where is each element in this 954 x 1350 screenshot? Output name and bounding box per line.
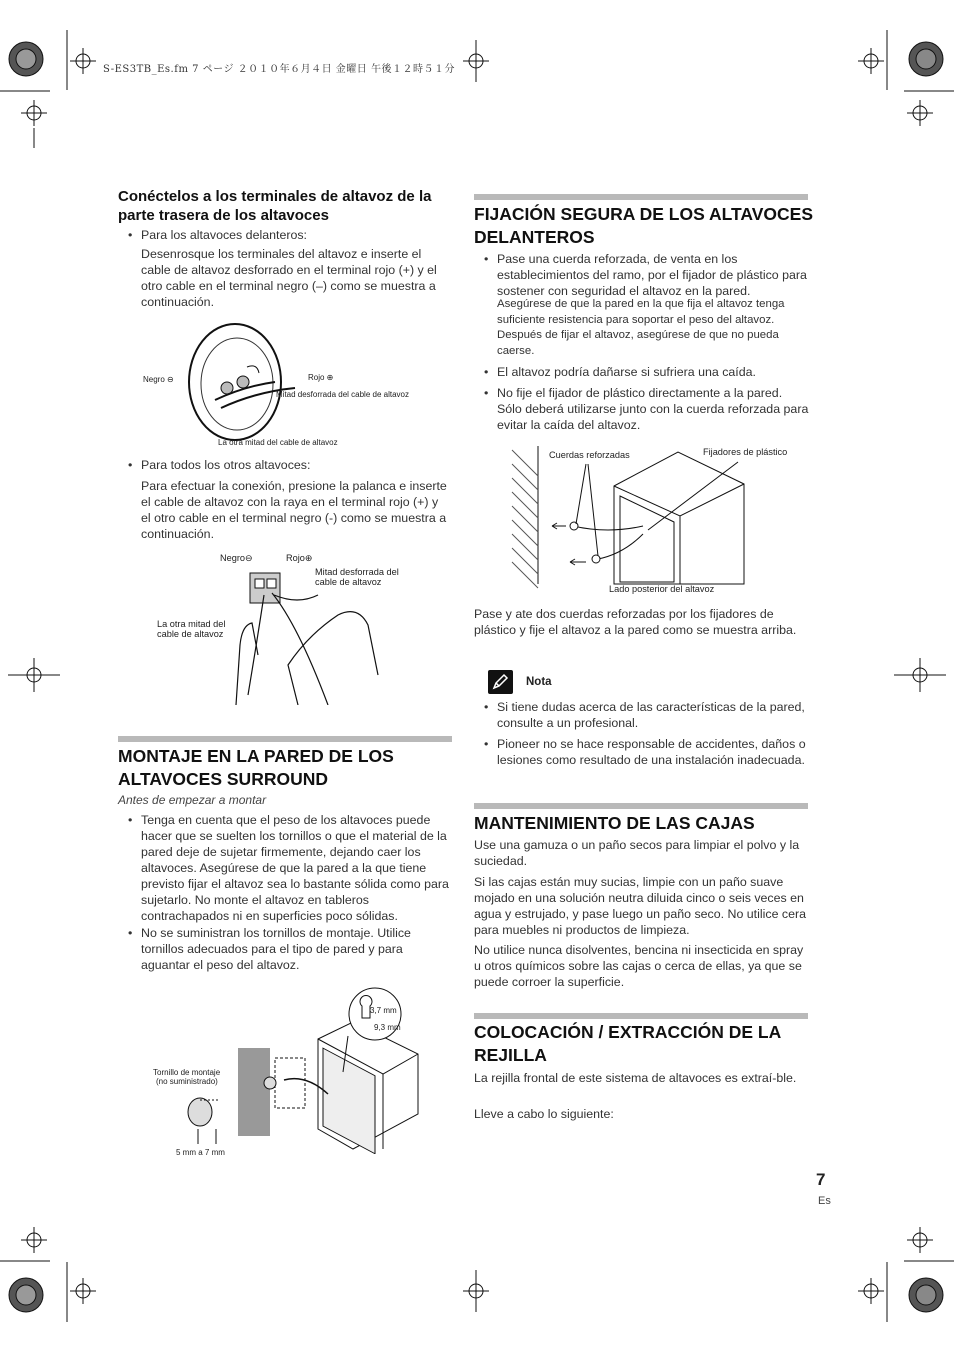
fig2-otra-label-2: cable de altavoz <box>157 629 224 639</box>
fig3-d1: 3,7 mm <box>370 1006 397 1015</box>
section-divider <box>118 736 452 742</box>
fig2-otra-label-1: La otra mitad del <box>157 619 226 629</box>
note-pencil-icon <box>488 670 513 694</box>
fig1-otra-label: La otra mitad del cable de altavoz <box>218 438 338 447</box>
grille-p1: La rejilla frontal de este sistema de altavoces es extraí-ble. <box>474 1071 797 1085</box>
note-label: Nota <box>526 676 552 688</box>
fig4-lado: Lado posterior del altavoz <box>609 584 715 594</box>
fig1-negro-label: Negro ⊖ <box>143 375 174 384</box>
fig1-rojo-label: Rojo ⊕ <box>308 373 334 382</box>
grille-p2: Lleve a cabo lo siguiente: <box>474 1107 614 1121</box>
language-code: Es <box>818 1195 831 1207</box>
fig2-negro-label: Negro⊖ <box>220 553 253 563</box>
fig1-mitad-label: Mitad desforrada del cable de altavoz <box>276 390 409 399</box>
front-text: Desenrosque los terminales del altavoz e inserte el cable de altavoz desforrado en el terminal rojo (+) y el otro cable en el terminal negro (–) como se muestra a continuación. <box>141 247 437 309</box>
fix-bullet-3: • No fije el fijador de plástico directamente a la pared. Sólo deberá utilizarse junto con la cuerda reforzada para evitar la caída del altavoz. <box>497 385 809 433</box>
fig4-cuerdas: Cuerdas reforzadas <box>549 450 630 460</box>
grille-heading: COLOCACIÓN / EXTRACCIÓN DE LA REJILLA <box>474 1022 781 1065</box>
note-bullet-2: • Pioneer no se hace responsable de accidentes, daños o lesiones como resultado de una instalación inadecuada. <box>497 736 809 768</box>
fig3-tornillo-2: (no suministrado) <box>156 1077 218 1086</box>
note-bullet-1: • Si tiene dudas acerca de las características de la pared, consulte a un profesional. <box>497 699 809 731</box>
front-bullet: • Para los altavoces delanteros: <box>141 227 451 243</box>
fig3-tornillo-1: Tornillo de montaje <box>153 1068 221 1077</box>
fig2-mitad-label-1: Mitad desforrada del <box>315 567 399 577</box>
wall-bullet-1: • Tenga en cuenta que el peso de los altavoces puede hacer que se suelten los tornillos o que el material de la pared deje de sujetar firmemente, dejando caer los altavoces. Asegúrese de que la pared a la que tiene previsto fijar el altavoz sea lo bastante sólida como para sujetarlo. No monte el altavoz en tableros contrachapados ni en superficies poco sólidas. <box>141 812 453 924</box>
section-divider <box>474 194 808 200</box>
section-divider <box>474 803 808 809</box>
before-label: Antes de empezar a montar <box>118 793 267 807</box>
maint-heading: MANTENIMIENTO DE LAS CAJAS <box>474 813 755 833</box>
fix-text: Pase y ate dos cuerdas reforzadas por los fijadores de plástico y fije el altavoz a la pared como se muestra arriba. <box>474 607 797 637</box>
fix-heading: FIJACIÓN SEGURA DE LOS ALTAVOCES DELANTEROS <box>474 204 814 247</box>
figure-secured-speaker <box>508 444 808 594</box>
figure-front-terminal <box>185 322 385 452</box>
fig2-mitad-label-2: cable de altavoz <box>315 577 382 587</box>
connect-heading: Conéctelos a los terminales de altavoz de la parte trasera de los altavoces <box>118 188 432 224</box>
fig4-fijadores: Fijadores de plástico <box>703 447 788 457</box>
maint-p3: No utilice nunca disolventes, bencina ni insecticida en spray u otros químicos sobre las cajas o cerca de ellas, ya que se puede corroer la superficie. <box>474 943 804 989</box>
fix-bullet-1-note: Asegúrese de que la pared en la que fija el altavoz tenga suficiente resistencia para soportar el peso del altavoz. Después de fijar el altavoz, asegúrese de que no pueda caerse. <box>497 298 785 357</box>
fix-bullet-1: • Pase una cuerda reforzada, de venta en los establecimientos del ramo, por el fijador de plástico para sostener con seguridad el altavoz en la pared. <box>497 251 809 299</box>
section-divider <box>474 1013 808 1019</box>
page-number: 7 <box>816 1170 826 1189</box>
others-bullet: • Para todos los otros altavoces: <box>141 457 451 473</box>
maint-p2: Si las cajas están muy sucias, limpie con un paño suave mojado en una solución neutra diluida cinco o seis veces en agua y estrujado, y pase luego un paño seco. No utilice cera para muebles ni productos de limpieza. <box>474 875 807 937</box>
others-text: Para efectuar la conexión, presione la palanca e inserte el cable de altavoz con la raya en el terminal rojo (+) y el otro cable en el terminal negro (-) como se muestra a continuación. <box>141 479 447 541</box>
maint-p1: Use una gamuza o un paño secos para limpiar el polvo y la suciedad. <box>474 838 800 868</box>
fig3-d2: 9,3 mm <box>374 1023 401 1032</box>
fig3-range: 5 mm a 7 mm <box>176 1148 225 1157</box>
wall-bullet-2: • No se suministran los tornillos de montaje. Utilice tornillos adecuados para el tipo de pared y para aguantar el peso del altavoz. <box>141 925 453 973</box>
fig2-rojo-label: Rojo⊕ <box>286 553 313 563</box>
file-info-header: S-ES3TB_Es.fm 7 ページ ２０１０年６月４日 金曜日 午後１２時５１分 <box>103 64 455 75</box>
fix-bullet-2: • El altavoz podría dañarse si sufriera una caída. <box>497 364 809 380</box>
wall-heading: MONTAJE EN LA PARED DE LOS ALTAVOCES SURROUND <box>118 746 394 789</box>
